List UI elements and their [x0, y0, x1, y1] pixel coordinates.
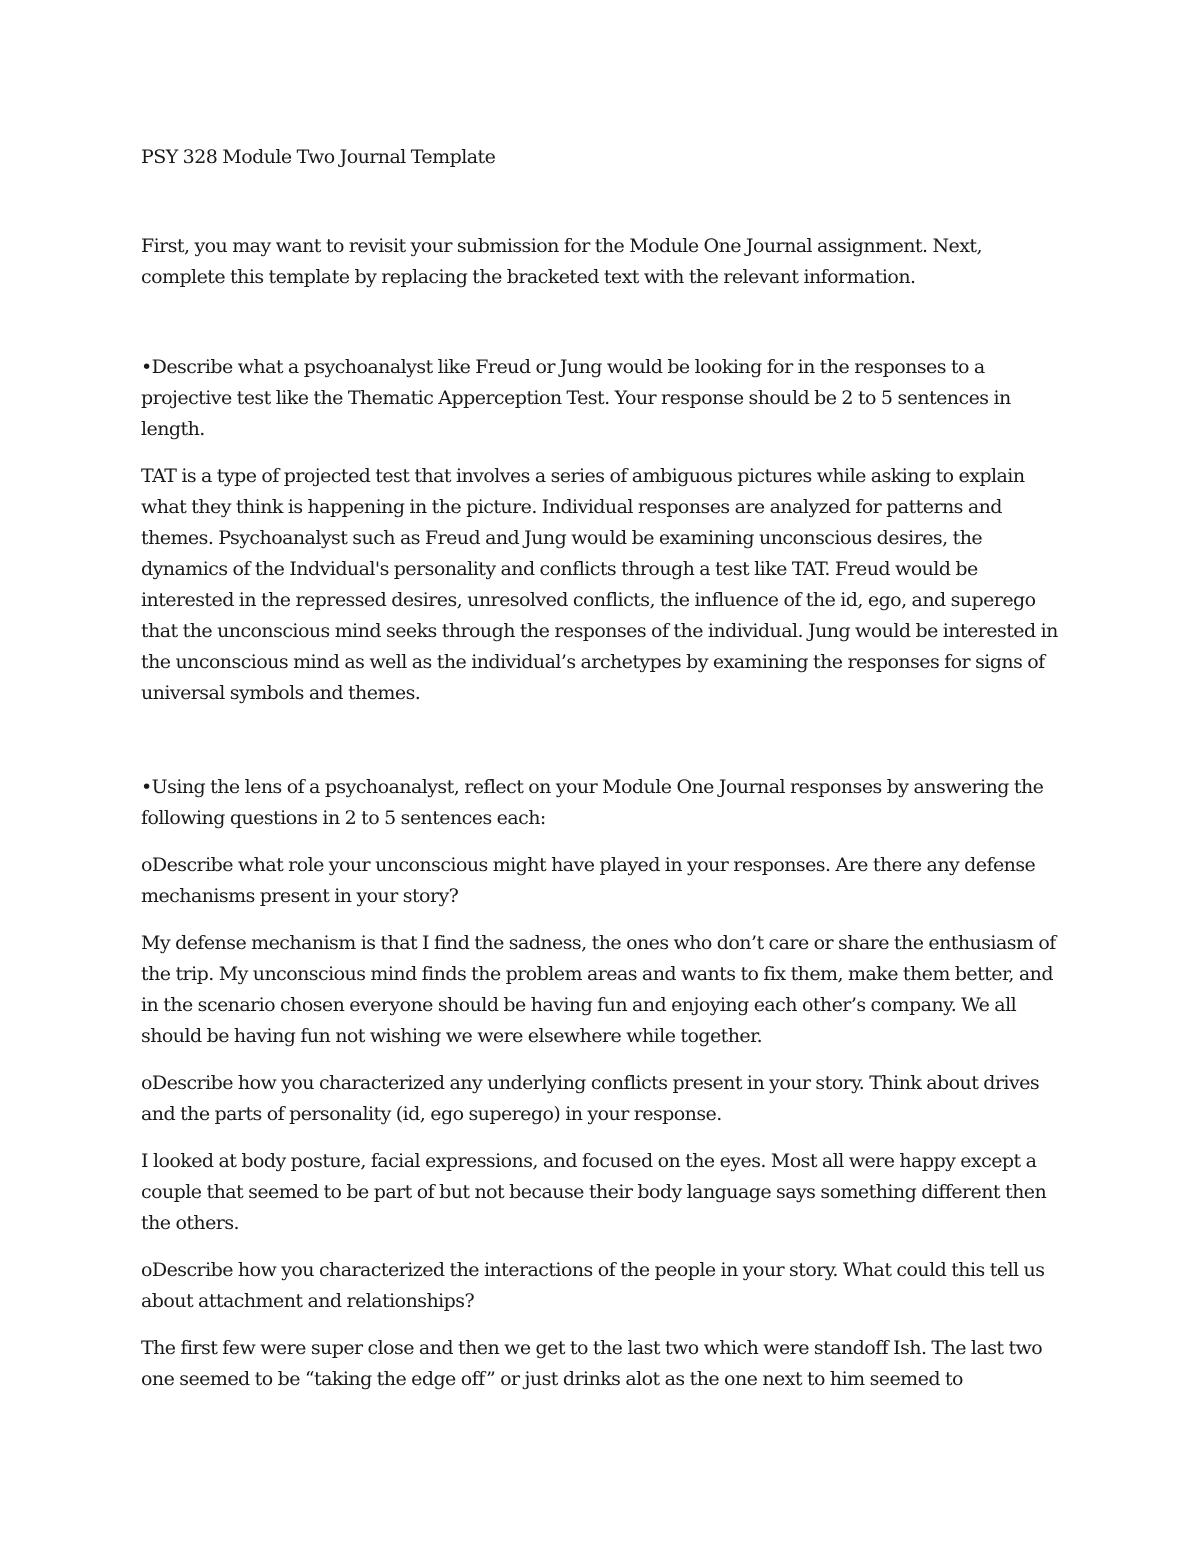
question-2: •Using the lens of a psychoanalyst, reflect on your Module One Journal responses by answering the following questions in 2 to 5 sentences each:: [141, 776, 1044, 829]
document-body: [141, 142, 1071, 1395]
intro-paragraph: First, you may want to revisit your submission for the Module One Journal assignment. Next, complete this template by replacing the bracketed text with the relevant information.: [141, 235, 982, 288]
document-title: PSY 328 Module Two Journal Template: [141, 146, 496, 168]
answer-4: The first few were super close and then we get to the last two which were standoff Ish. The last two one seemed to be “taking the edge off” or just drinks alot as the one next to him seemed to: [141, 1337, 1043, 1390]
sub-question-3: oDescribe how you characterized the interactions of the people in your story. What could this tell us about attachment and relationships?: [141, 1259, 1045, 1312]
answer-3: I looked at body posture, facial expressions, and focused on the eyes. Most all were happy except a couple that seemed to be part of but not because their body language says something different then the others.: [141, 1150, 1047, 1234]
answer-1: TAT is a type of projected test that involves a series of ambiguous pictures while asking to explain what they think is happening in the picture. Individual responses are analyzed for patterns and themes. Psychoanalyst such as Freud and Jung would be examining unconscious desires, the dynamics of the Indvidual's personality and conflicts through a test like TAT. Freud would be interested in the repressed desires, unresolved conflicts, the influence of the id, ego, and superego that the unconscious mind seeks through the responses of the individual. Jung would be interested in the unconscious mind as well as the individual’s archetypes by examining the responses for signs of universal symbols and themes.: [141, 465, 1058, 704]
answer-2: My defense mechanism is that I find the sadness, the ones who don’t care or share the enthusiasm of the trip. My unconscious mind finds the problem areas and wants to fix them, make them better, and in the scenario chosen everyone should be having fun and enjoying each other’s company. We all should be having fun not wishing we were elsewhere while together.: [141, 932, 1056, 1047]
sub-question-1: oDescribe what role your unconscious might have played in your responses. Are there any defense mechanisms present in your story?: [141, 854, 1036, 907]
sub-question-2: oDescribe how you characterized any underlying conflicts present in your story. Think about drives and the parts of personality (id, ego superego) in your response.: [141, 1072, 1040, 1125]
question-1: •Describe what a psychoanalyst like Freud or Jung would be looking for in the responses to a projective test like the Thematic Apperception Test. Your response should be 2 to 5 sentences in length.: [141, 356, 1011, 440]
